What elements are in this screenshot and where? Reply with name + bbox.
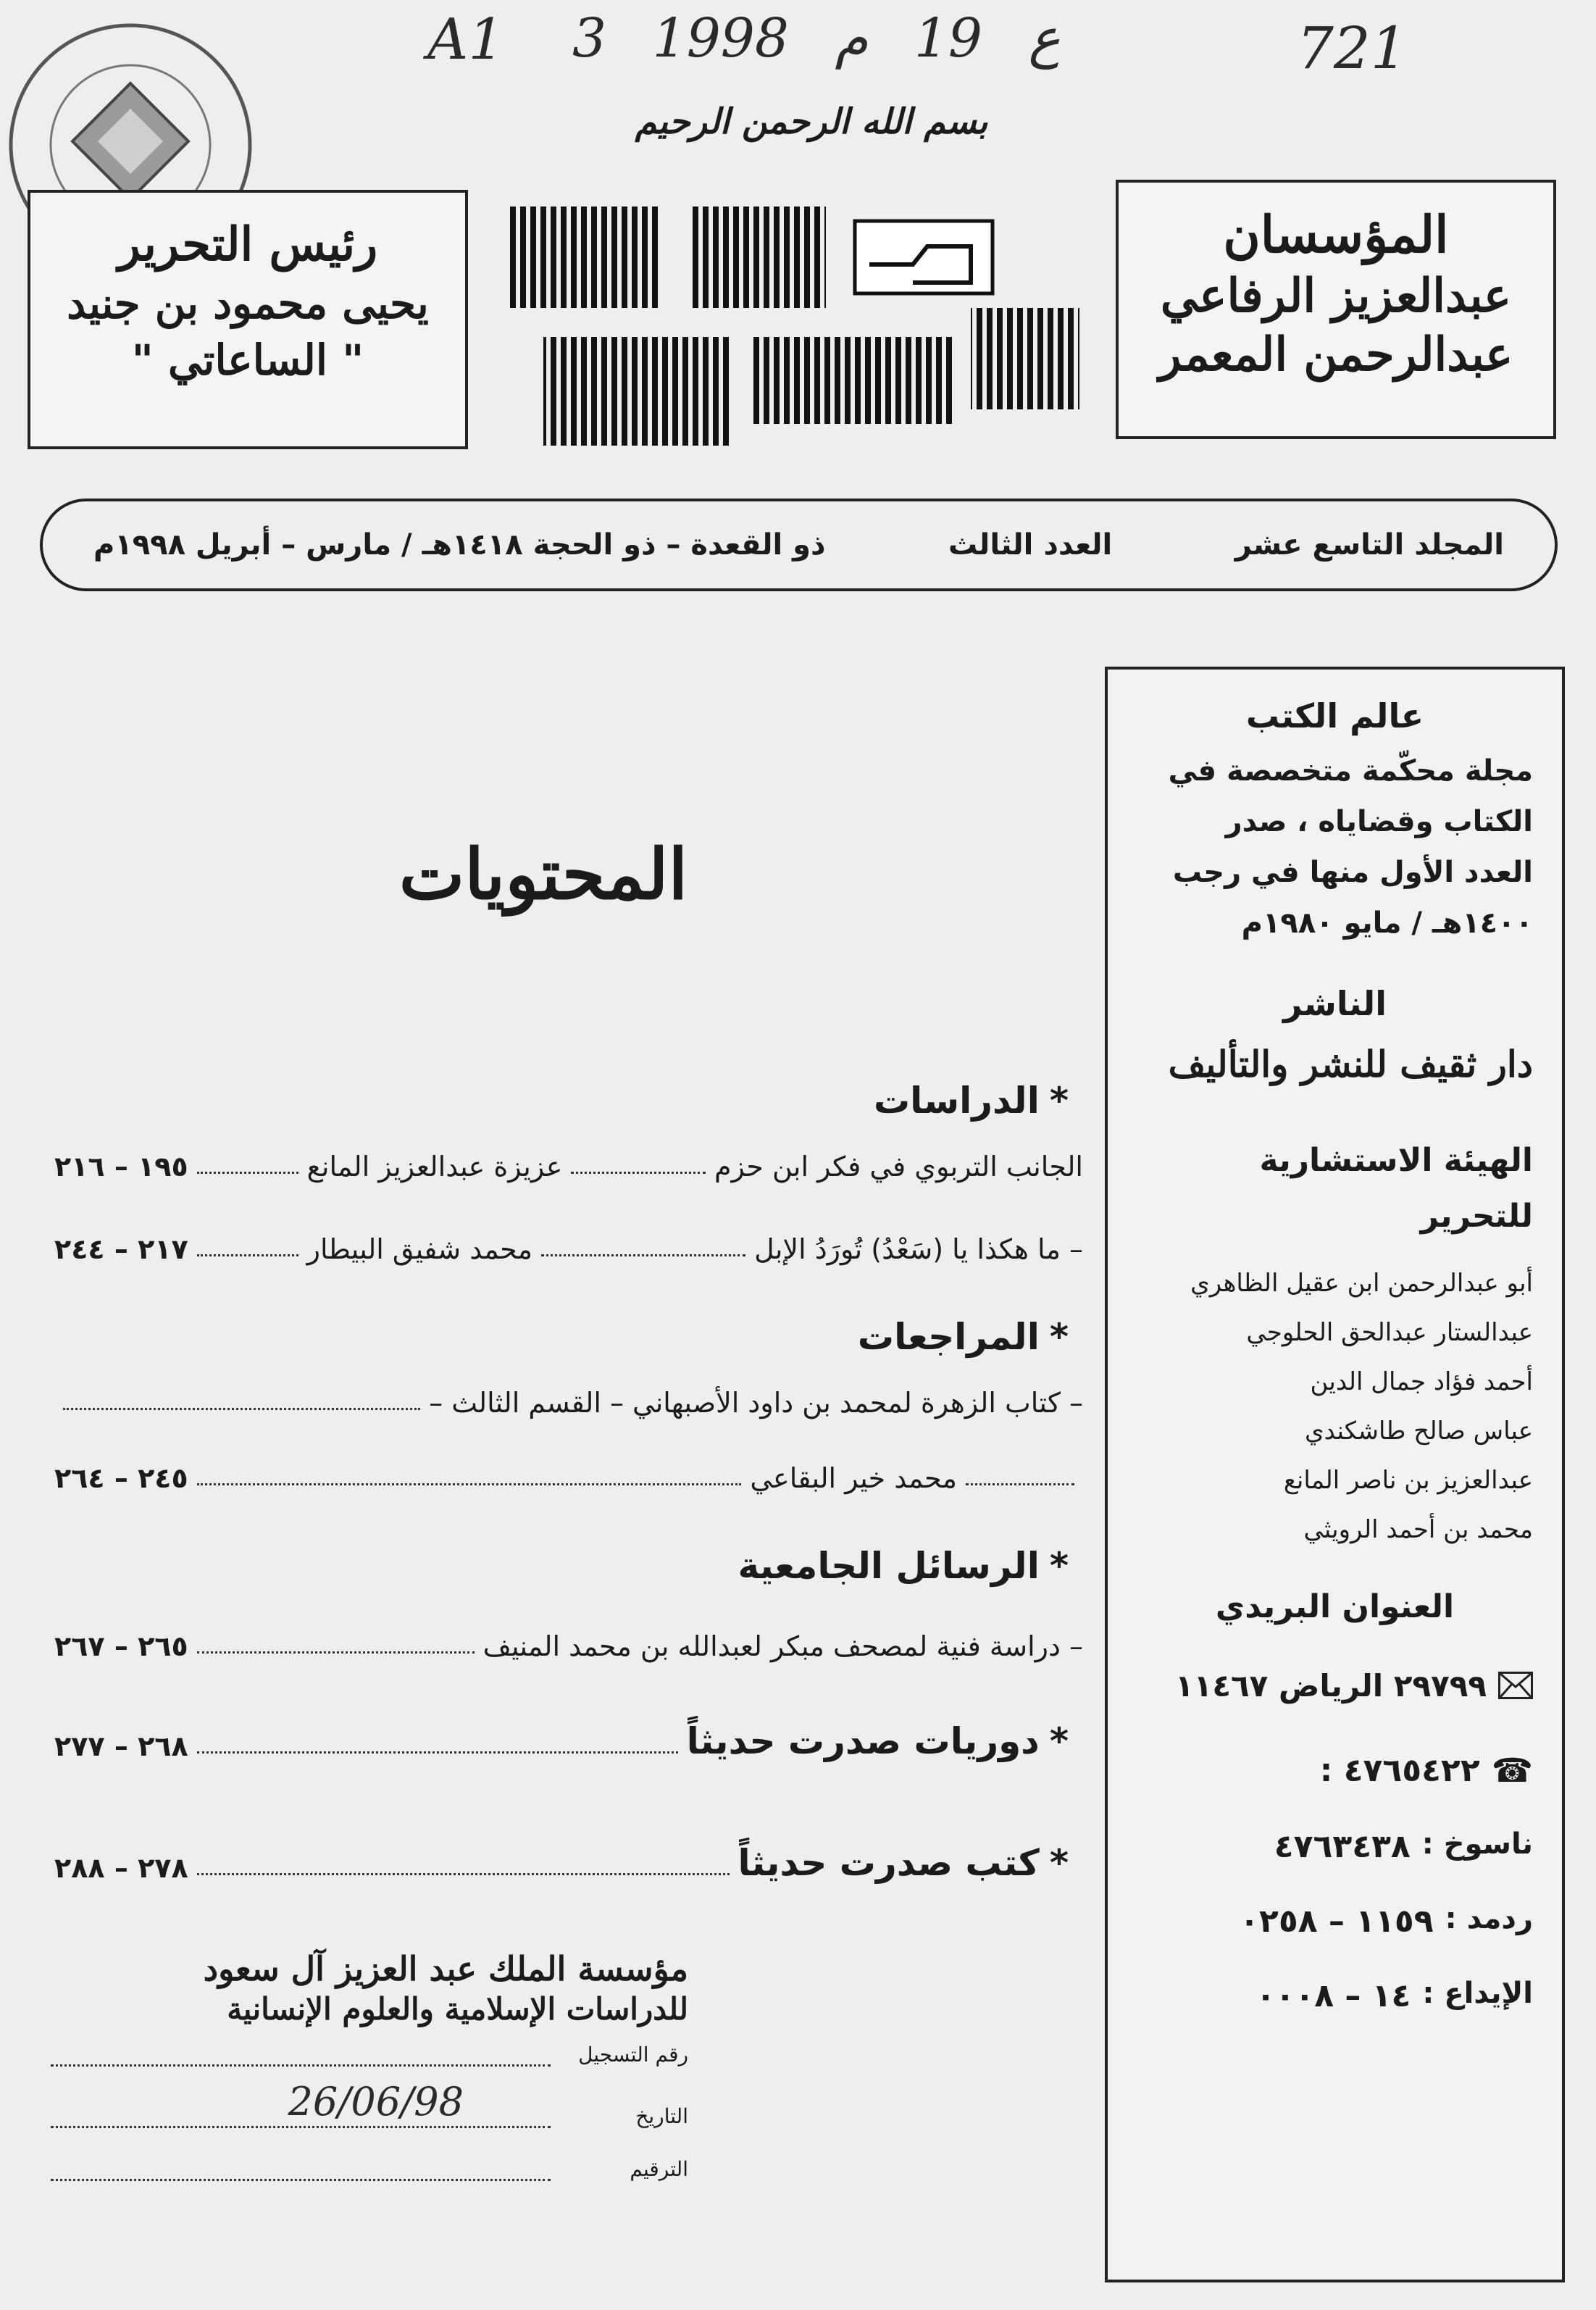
section-title-studies	[54, 1080, 1083, 1122]
entry-title: – دراسة فنية لمصحف مبكر لعبدالله بن محمد المنيف	[482, 1630, 1083, 1662]
entry-pages: ٢١٧ – ٢٤٤	[54, 1233, 188, 1265]
board-member: محمد بن أحمد الرويثي	[1303, 1514, 1533, 1544]
issue-bar	[40, 499, 1558, 591]
fax-row	[1137, 1819, 1533, 1875]
date-year: 1998	[652, 7, 789, 70]
basmala: بسم الله الرحمن الرحيم	[635, 101, 988, 142]
section-title-books	[738, 1842, 1084, 1884]
stamp-date-row	[51, 2079, 688, 2128]
section-title-periodicals	[687, 1720, 1083, 1762]
toc-entry-periodicals	[54, 1720, 1083, 1762]
about-line-2: الكتاب وقضاياه ، صدر	[1225, 804, 1533, 838]
dot-leader	[571, 1172, 705, 1174]
entry-pages: ١٩٥ – ٢١٦	[54, 1151, 188, 1183]
masthead-logo	[500, 192, 1094, 467]
fax-label: ناسوخ :	[1421, 1827, 1533, 1861]
founders-label: المؤسسان	[1223, 204, 1449, 264]
founder-1: عبدالعزيز الرفاعي	[1160, 269, 1512, 323]
deposit-value: ١٤ – ٠٠٠٨	[1256, 1977, 1411, 2014]
dot-leader	[63, 1408, 420, 1410]
issue-volume: المجلد التاسع عشر	[1234, 528, 1504, 562]
star-bullet: *	[1049, 1545, 1069, 1587]
deposit-label: الإيداع :	[1422, 1976, 1533, 2010]
stamp-date-field	[51, 2079, 551, 2128]
stamp-reg-row	[51, 2043, 688, 2067]
stamp-date-label: التاريخ	[635, 2104, 688, 2128]
toc-entry-cont	[54, 1462, 1083, 1494]
section-title: الرسائل الجامعية	[738, 1545, 1040, 1587]
deposit-row	[1137, 1968, 1533, 2024]
address-value: ٢٩٧٩٩ الرياض ١١٤٦٧	[1175, 1667, 1487, 1704]
handwritten-number: 721	[1297, 14, 1408, 82]
contents-title: المحتويات	[398, 833, 688, 915]
stamp-line-2: للدراسات الإسلامية والعلوم الإنسانية	[227, 1991, 688, 2027]
editor-name: يحيى محمود بن جنيد	[67, 279, 429, 328]
dot-leader	[197, 1651, 475, 1654]
toc-entry	[54, 1233, 1083, 1265]
entry-pages: ٢٦٨ – ٢٧٧	[54, 1730, 188, 1762]
date-suffix: م	[835, 7, 869, 70]
about-line-1: مجلة محكّمة متخصصة في	[1168, 754, 1533, 788]
stamp-line-1: مؤسسة الملك عبد العزيز آل سعود	[203, 1949, 688, 1988]
issue-date: ذو القعدة – ذو الحجة ١٤١٨هـ / مارس – أبريل ١٩٩٨م	[93, 528, 826, 562]
date-day: 3	[572, 7, 607, 70]
about-title: عالم الكتب	[1245, 696, 1424, 735]
entry-pages: ٢٤٥ – ٢٦٤	[54, 1462, 188, 1494]
issn-value: ١١٥٩ – ٠٢٥٨	[1240, 1902, 1434, 1940]
board-label: الهيئة الاستشارية للتحرير	[1259, 1141, 1533, 1235]
dot-leader	[197, 1483, 742, 1485]
date-year-hijri: 19	[914, 7, 983, 70]
star-bullet: *	[1049, 1720, 1069, 1762]
toc-entry	[54, 1151, 1083, 1183]
board-member: عبدالعزيز بن ناصر المانع	[1283, 1465, 1533, 1495]
founder-2: عبدالرحمن المعمر	[1158, 328, 1513, 382]
issn-label: ردمد :	[1445, 1901, 1533, 1935]
board-member: عباس صالح طاشكندي	[1305, 1416, 1533, 1446]
phone-value: ٤٧٦٥٤٢٢ :	[1319, 1751, 1480, 1789]
entry-title: – ما هكذا يا (سَعْدُ) تُورَدُ الإبل	[754, 1233, 1083, 1265]
dot-leader	[197, 1751, 678, 1754]
founders-box	[1116, 180, 1556, 439]
toc-entry-books	[54, 1842, 1083, 1884]
entry-title: – كتاب الزهرة لمحمد بن داود الأصبهاني – القسم الثالث –	[429, 1387, 1083, 1419]
editor-box	[28, 190, 468, 449]
toc-entry	[54, 1630, 1083, 1662]
toc-entry	[54, 1387, 1083, 1419]
library-stamp	[51, 1949, 688, 2181]
board-member: أبو عبدالرحمن ابن عقيل الظاهري	[1190, 1268, 1533, 1298]
section-title: كتب صدرت حديثاً	[738, 1842, 1040, 1884]
entry-pages: ٢٧٨ – ٢٨٨	[54, 1852, 188, 1884]
dot-leader	[197, 1873, 730, 1875]
handwritten-date	[572, 7, 1061, 70]
dot-leader	[197, 1172, 298, 1174]
publisher-name: دار ثقيف للنشر والتأليف	[1168, 1043, 1533, 1085]
board-member: عبدالستار عبدالحق الحلوجي	[1246, 1317, 1533, 1347]
phone-row	[1137, 1741, 1533, 1800]
section-title: الدراسات	[873, 1080, 1040, 1122]
telephone-icon: ☎	[1491, 1751, 1533, 1790]
section-title-theses	[54, 1545, 1083, 1587]
issn-row	[1137, 1893, 1533, 1949]
editor-label: رئيس التحرير	[117, 217, 378, 272]
section-title: المراجعات	[857, 1316, 1040, 1358]
entry-author: محمد خير البقاعي	[750, 1462, 957, 1494]
section-title: دوريات صدرت حديثاً	[686, 1720, 1040, 1762]
stamp-reg-field	[51, 2057, 551, 2067]
stamp-class-row	[51, 2157, 688, 2181]
sidebar	[1105, 667, 1565, 2282]
editor-nickname: " الساعاتي "	[131, 335, 364, 385]
stamp-class-field	[51, 2172, 551, 2181]
dot-leader	[197, 1254, 298, 1256]
publisher-label: الناشر	[1283, 983, 1387, 1023]
address-row	[1137, 1659, 1533, 1713]
entry-author: عزيزة عبدالعزيز المانع	[306, 1151, 563, 1183]
issue-number: العدد الثالث	[948, 528, 1113, 562]
contents-list	[54, 1080, 1083, 1884]
entry-author: محمد شفيق البيطار	[306, 1233, 533, 1265]
star-bullet: *	[1049, 1080, 1069, 1122]
about-line-3: العدد الأول منها في رجب	[1172, 855, 1533, 889]
star-bullet: *	[1049, 1842, 1069, 1884]
mailbox-icon	[1498, 1672, 1533, 1699]
star-bullet: *	[1049, 1316, 1069, 1358]
handwritten-code: A1	[427, 7, 504, 72]
section-title-reviews	[54, 1316, 1083, 1358]
stamp-class-label: الترقيم	[630, 2157, 688, 2181]
entry-pages: ٢٦٥ – ٢٦٧	[54, 1630, 188, 1662]
dot-leader	[541, 1254, 745, 1256]
address-label: العنوان البريدي	[1215, 1588, 1455, 1625]
stamp-reg-label: رقم التسجيل	[578, 2043, 688, 2067]
fax-value: ٤٧٦٣٤٣٨	[1274, 1827, 1411, 1865]
dot-leader	[966, 1483, 1074, 1485]
date-month: ع	[1028, 7, 1061, 70]
entry-title: الجانب التربوي في فكر ابن حزم	[714, 1151, 1083, 1183]
about-line-4: ١٤٠٠هـ / مايو ١٩٨٠م	[1241, 906, 1533, 940]
stamp-date-value: 26/06/98	[288, 2079, 464, 2125]
board-member: أحمد فؤاد جمال الدين	[1310, 1367, 1533, 1396]
